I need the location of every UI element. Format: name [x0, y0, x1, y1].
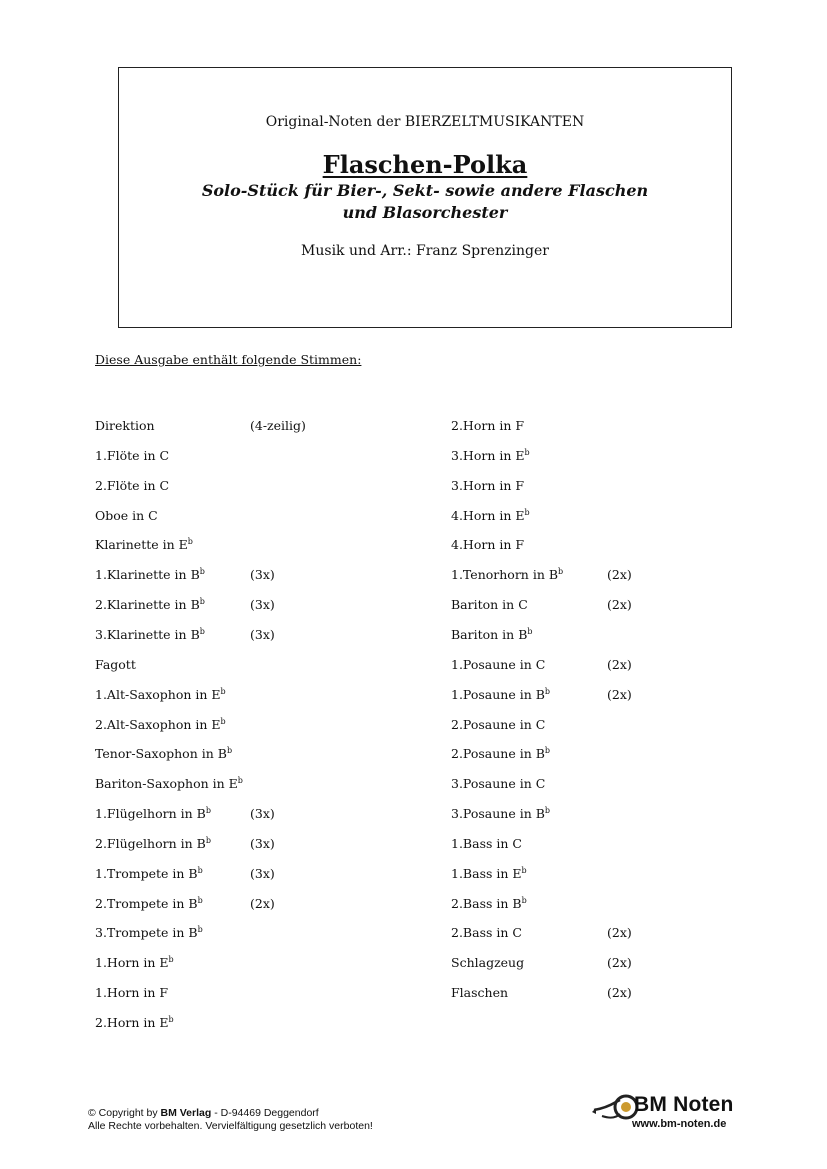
- flat-superscript: b: [524, 448, 530, 457]
- flat-superscript: b: [521, 866, 527, 875]
- publisher-name: BM Verlag: [160, 1107, 212, 1119]
- part-name: 2.Flügelhorn in $B^b$: [95, 836, 211, 851]
- part-name: 1.Flügelhorn in $B^b$: [95, 806, 211, 821]
- flat-superscript: b: [544, 806, 551, 815]
- part-name: 3.Posaune in $B^b$: [451, 806, 551, 821]
- part-name: Bariton in $B^b$: [451, 627, 533, 642]
- flat-superscript: b: [220, 717, 226, 726]
- part-name: 3.Posaune in C: [451, 776, 546, 791]
- rights-notice: Alle Rechte vorbehalten. Vervielfältigung gesetzlich verboten!: [88, 1120, 373, 1132]
- flat-superscript: b: [205, 806, 211, 815]
- part-name: 3.Horn in F: [451, 478, 525, 493]
- part-name: 4.Horn in $E^b$: [451, 508, 530, 523]
- flat-superscript: b: [226, 746, 233, 755]
- part-name: 1.Tenorhorn in $B^b$: [451, 567, 564, 582]
- part-count: (2x): [607, 687, 632, 702]
- part-count: (3x): [250, 597, 275, 612]
- flat-superscript: b: [544, 687, 551, 696]
- piece-description-line1: Solo-Stück für Bier-, Sekt- sowie andere Flaschen: [201, 181, 649, 200]
- title-box: [118, 67, 732, 328]
- flat-superscript: b: [544, 746, 551, 755]
- logo-name: BM Noten: [634, 1093, 734, 1116]
- part-name: 2.Bass in $B^b$: [451, 896, 527, 911]
- flat-superscript: b: [220, 687, 226, 696]
- copyright-suffix: - D-94469 Deggendorf: [211, 1107, 319, 1119]
- part-name: 1.Posaune in C: [451, 657, 546, 672]
- part-count: (2x): [607, 597, 632, 612]
- bm-noten-logo: [590, 1088, 740, 1132]
- part-count: (4-zeilig): [250, 418, 306, 433]
- footer-copyright: [88, 1107, 373, 1133]
- part-name: 1.Klarinette in $B^b$: [95, 567, 205, 582]
- part-count: (3x): [250, 627, 275, 642]
- logo-url[interactable]: www.bm-noten.de: [632, 1118, 727, 1130]
- part-name: 2.Klarinette in $B^b$: [95, 597, 205, 612]
- composer-line: Musik und Arr.: Franz Sprenzinger: [301, 243, 549, 259]
- part-name: 4.Horn in F: [451, 537, 525, 552]
- part-name: Tenor-Saxophon in $B^b$: [95, 746, 233, 761]
- flat-superscript: b: [199, 567, 205, 576]
- part-name: 1.Bass in $E^b$: [451, 866, 527, 881]
- part-count: (2x): [250, 896, 275, 911]
- part-name: 2.Trompete in $B^b$: [95, 896, 203, 911]
- part-name: 1.Horn in $E^b$: [95, 955, 174, 970]
- part-name: Bariton-Saxophon in $E^b$: [95, 776, 243, 791]
- contents-heading: Diese Ausgabe enthält folgende Stimmen:: [95, 352, 362, 367]
- part-count: (3x): [250, 866, 275, 881]
- part-name: Fagott: [95, 657, 136, 672]
- flat-superscript: b: [168, 955, 174, 964]
- flat-superscript: b: [197, 896, 203, 905]
- part-name: 3.Klarinette in $B^b$: [95, 627, 205, 642]
- flat-superscript: b: [558, 567, 564, 576]
- flat-superscript: b: [237, 776, 243, 785]
- part-count: (2x): [607, 567, 632, 582]
- piece-description-line2: und Blasorchester: [342, 203, 508, 222]
- flat-superscript: b: [187, 537, 193, 546]
- part-name: 2.Bass in C: [451, 925, 522, 940]
- part-count: (2x): [607, 955, 632, 970]
- part-count: (3x): [250, 567, 275, 582]
- part-count: (2x): [607, 925, 632, 940]
- flat-superscript: b: [527, 627, 533, 636]
- part-name: Flaschen: [451, 985, 509, 1000]
- copyright-prefix: © Copyright by: [88, 1107, 161, 1119]
- flat-superscript: b: [197, 866, 203, 875]
- part-count: (2x): [607, 657, 632, 672]
- part-name: 2.Horn in F: [451, 418, 525, 433]
- flat-superscript: b: [197, 925, 203, 934]
- flat-superscript: b: [168, 1015, 174, 1024]
- part-name: 1.Posaune in $B^b$: [451, 687, 551, 702]
- part-name: 3.Trompete in $B^b$: [95, 925, 203, 940]
- part-name: Klarinette in $E^b$: [95, 537, 193, 552]
- flat-superscript: b: [205, 836, 211, 845]
- part-name: 1.Horn in F: [95, 985, 169, 1000]
- flat-superscript: b: [199, 627, 205, 636]
- part-name: 3.Horn in $E^b$: [451, 448, 530, 463]
- part-name: 1.Trompete in $B^b$: [95, 866, 203, 881]
- part-name: 1.Bass in C: [451, 836, 522, 851]
- part-name: Schlagzeug: [451, 955, 525, 970]
- flat-superscript: b: [524, 508, 530, 517]
- piece-title: Flaschen-Polka: [322, 150, 528, 179]
- part-name: 2.Alt-Saxophon in $E^b$: [95, 717, 226, 732]
- part-name: 2.Flöte in C: [95, 478, 170, 493]
- flat-superscript: b: [199, 597, 205, 606]
- flat-superscript: b: [521, 896, 527, 905]
- part-name: 1.Flöte in C: [95, 448, 170, 463]
- edition-line: Original-Noten der BIERZELTMUSIKANTEN: [265, 114, 585, 130]
- part-name: 2.Posaune in $B^b$: [451, 746, 551, 761]
- part-name: Direktion: [95, 418, 155, 433]
- part-count: (2x): [607, 985, 632, 1000]
- part-name: 2.Posaune in C: [451, 717, 546, 732]
- part-name: Bariton in C: [451, 597, 528, 612]
- part-count: (3x): [250, 806, 275, 821]
- part-name: 2.Horn in $E^b$: [95, 1015, 174, 1030]
- part-name: Oboe in C: [95, 508, 158, 523]
- part-name: 1.Alt-Saxophon in $E^b$: [95, 687, 226, 702]
- part-count: (3x): [250, 836, 275, 851]
